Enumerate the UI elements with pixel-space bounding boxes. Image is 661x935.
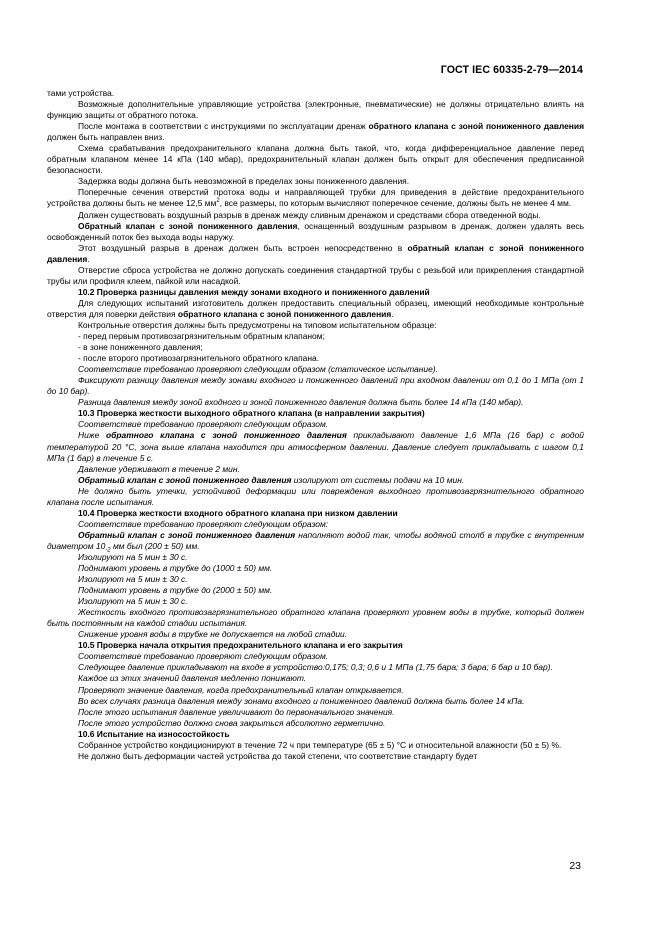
text-run: , оснащенный воздушным разрывом в дренаж, должен удалять весь освобожденный поток без выхода воды наружу. — [47, 220, 584, 242]
bold-term: Обратный клапан с зоной пониженного давления — [78, 220, 298, 231]
text-run: . — [391, 308, 394, 319]
text-run: Снижение уровня воды в трубке не допускается на любой стадии. — [78, 629, 348, 640]
text-run: 10.2 Проверка разницы давления между зонами входного и пониженного давлений — [78, 286, 430, 297]
paragraph — [47, 552, 584, 563]
text-run: должен быть направлен вниз. — [47, 132, 165, 143]
paragraph — [47, 475, 584, 486]
text-run: Соответствие требованию проверяют следующим образом (статическое испытание). — [78, 364, 438, 375]
text-run: тами устройства. — [47, 88, 115, 98]
text-run: Фиксируют разницу давления между зонами входного и пониженного давлений при входном давлении от 0,1 до 1 МПа (от 1 до 10 бар). — [47, 375, 584, 397]
text-run: Собранное устройство кондиционируют в течение 72 ч при температуре (65 ± 5) °С и относительной влажности (50 ± 5) %. — [78, 739, 562, 750]
text-run: - в зоне пониженного давления; — [78, 342, 203, 353]
text-run: Во всех случаях разница давления между зонами входного и пониженного давлений должна быть более 14 кПа. — [78, 695, 525, 706]
text-run: После этого устройство должно снова закрыться абсолютно герметично. — [78, 717, 386, 728]
paragraph — [47, 696, 584, 707]
text-run: Не должно быть утечки, устойчивой деформации или повреждения выходного противозагрязнительного обратного клапана после испытания. — [47, 485, 584, 507]
paragraph — [47, 707, 584, 718]
paragraph — [47, 419, 584, 430]
section-heading — [47, 408, 584, 419]
text-run: - после второго противозагрязнительного обратного клапана. — [78, 353, 320, 364]
paragraph — [47, 629, 584, 640]
paragraph — [47, 210, 584, 221]
text-run: Соответствие требованию проверяют следующим образом. — [78, 651, 329, 662]
text-run: После этого испытания давление увеличивают до первоначального значения. — [78, 706, 395, 717]
section-heading — [47, 287, 584, 298]
paragraph — [47, 176, 584, 187]
paragraph — [47, 574, 584, 585]
paragraph — [47, 718, 584, 729]
text-run: изолируют от системы подачи на 10 мин. — [291, 474, 465, 485]
text-run: 2 — [216, 198, 220, 205]
section-heading — [47, 508, 584, 519]
text-run: 10.5 Проверка начала открытия предохранительного клапана и его закрытия — [78, 640, 403, 651]
section-heading — [47, 729, 584, 740]
paragraph — [47, 464, 584, 475]
paragraph — [47, 585, 584, 596]
text-run: Ниже — [78, 430, 106, 441]
text-run: Для следующих испытаний изготовитель должен предоставить специальный образец, имеющий необходимые контрольные отверстия для поверки действия — [47, 297, 584, 319]
text-run: Поднимают уровень в трубке до (1000 ± 50) мм. — [78, 563, 273, 574]
paragraph — [47, 519, 584, 530]
paragraph — [47, 143, 584, 176]
text-run: Должен существовать воздушный разрыв в дренаж между сливным дренажом и средствами сбора отведенной воды. — [78, 209, 541, 220]
section-heading — [47, 640, 584, 651]
text-run: 10.4 Проверка жесткости входного обратного клапана при низком давлении — [78, 507, 398, 518]
text-run: Поперечные сечения отверстий протока воды и направляющей трубки для приведения в действие предохранительного устройства должны быть не менее 12,5 мм — [47, 187, 584, 209]
bold-term: Обратный клапан с зоной пониженного давления — [78, 474, 292, 485]
text-run: наполняют водой так, чтобы водяной столб в трубке с внутренним диаметром 10 — [47, 529, 584, 551]
paragraph — [47, 353, 584, 364]
paragraph — [47, 265, 584, 287]
text-run: Изолируют на 5 мин ± 30 с. — [78, 551, 188, 562]
paragraph — [47, 530, 584, 552]
paragraph — [47, 607, 584, 629]
text-run: Задержка воды должна быть невозможной в пределах зоны пониженного давления. — [78, 176, 410, 187]
paragraph — [47, 375, 584, 397]
text-run: Разница давления между зоной входного и зоной пониженного давления должна быть более 14 кПа (140 мбар). — [78, 397, 524, 408]
paragraph — [47, 221, 584, 243]
text-run: Отверстие сброса устройства не должно допускать соединения стандартной трубы с резьбой или прикрепления стандартной трубы или профиля клеем, пайкой или насадкой. — [47, 264, 584, 286]
text-run: Изолируют на 5 мин ± 30 с. — [78, 596, 188, 607]
text-run: Давление удерживают в течение 2 мин. — [78, 463, 240, 474]
text-run: - перед первым противозагрязнительным обратным клапаном; — [78, 331, 325, 342]
document-body — [47, 88, 584, 762]
text-run: , все размеры, по которым вычисляют поперечное сечение, должны быть не менее 4 мм. — [219, 198, 572, 209]
standard-header: ГОСТ IEC 60335-2-79—2014 — [440, 64, 583, 76]
paragraph — [47, 740, 584, 751]
text-run: Проверяют значение давления, когда предохранительный клапан открывается. — [78, 684, 404, 695]
paragraph — [47, 563, 584, 574]
paragraph — [47, 397, 584, 408]
paragraph — [47, 342, 584, 353]
paragraph — [47, 298, 584, 320]
text-run: мм был (200 ± 50) мм. — [110, 540, 200, 551]
page-number: 23 — [569, 860, 581, 872]
text-run: Изолируют на 5 мин ± 30 с. — [78, 574, 188, 585]
paragraph — [47, 596, 584, 607]
bold-term: обратного клапана с зоной пониженного давления — [368, 121, 585, 132]
bold-term: обратный клапан с зоной пониженного давления — [47, 242, 584, 264]
bold-term: обратного клапана с зоной пониженного давления — [106, 430, 347, 441]
paragraph — [47, 662, 584, 673]
paragraph — [47, 364, 584, 375]
text-run: Жесткость входного противозагрязнительного обратного клапана проверяют уровнем воды в трубке, который должен быть постоянным на каждой стадии испытания. — [47, 607, 584, 629]
paragraph — [47, 430, 584, 463]
text-run: Поднимают уровень в трубке до (2000 ± 50) мм. — [78, 585, 273, 596]
paragraph — [47, 331, 584, 342]
text-run: Соответствие требованию проверяют следующим образом: — [78, 518, 329, 529]
text-run: Этот воздушный разрыв в дренаж должен быть встроен непосредственно в — [78, 242, 408, 253]
paragraph — [47, 243, 584, 265]
paragraph — [47, 673, 584, 684]
paragraph — [47, 320, 584, 331]
text-run: Каждое из этих значений давления медленно понижают. — [78, 673, 307, 684]
paragraph — [47, 187, 584, 209]
text-run: Возможные дополнительные управляющие устройства (электронные, пневматические) не должны отрицательно влиять на функцию защиты от обратного потока. — [47, 99, 584, 121]
paragraph — [47, 99, 584, 121]
text-run: Соответствие требованию проверяют следующим образом. — [78, 419, 329, 430]
paragraph — [47, 651, 584, 662]
text-run: Не должно быть деформации частей устройства до такой степени, что соответствие стандарту будет — [78, 750, 478, 761]
text-run: Контрольные отверстия должны быть предусмотрены на типовом испытательном образце: — [78, 319, 437, 330]
text-run: После монтажа в соответствии с инструкциями по эксплуатации дренаж — [78, 121, 369, 132]
text-run: Следующее давление прикладывают на входе в устройство:0,175; 0,3; 0,6 и 1 МПа (1,75 бара; 3 бара; 6 бар и 10 бар). — [78, 662, 553, 673]
text-run: -2 — [105, 547, 111, 554]
text-run: Схема срабатывания предохранительного клапана должна быть такой, что, когда дифференциальное давление перед обратным клапаном менее 14 кПа (140 мбар), предохранительный клапан должен быть открыт для обеспечения предписанной безопасности. — [47, 143, 584, 176]
paragraph — [47, 685, 584, 696]
bold-term: обратного клапана с зоной пониженного давления — [177, 308, 392, 319]
bold-term: Обратный клапан с зоной пониженного давления — [78, 529, 296, 540]
text-run: . — [87, 253, 90, 264]
text-run: 10.6 Испытание на износостойкость — [78, 728, 230, 739]
paragraph — [47, 751, 584, 762]
paragraph — [47, 88, 584, 99]
paragraph — [47, 121, 584, 143]
text-run: прикладывают давление 1,6 МПа (16 бар) с водой температурой 20 °С, зона выше клапана находится при атмосферном давлении. Давление следует прикладывать с шагом 0,1 МПа (1 бар) в течение 5 с. — [47, 430, 584, 463]
text-run: 10.3 Проверка жесткости выходного обратного клапана (в направлении закрытия) — [78, 408, 425, 419]
paragraph — [47, 486, 584, 508]
